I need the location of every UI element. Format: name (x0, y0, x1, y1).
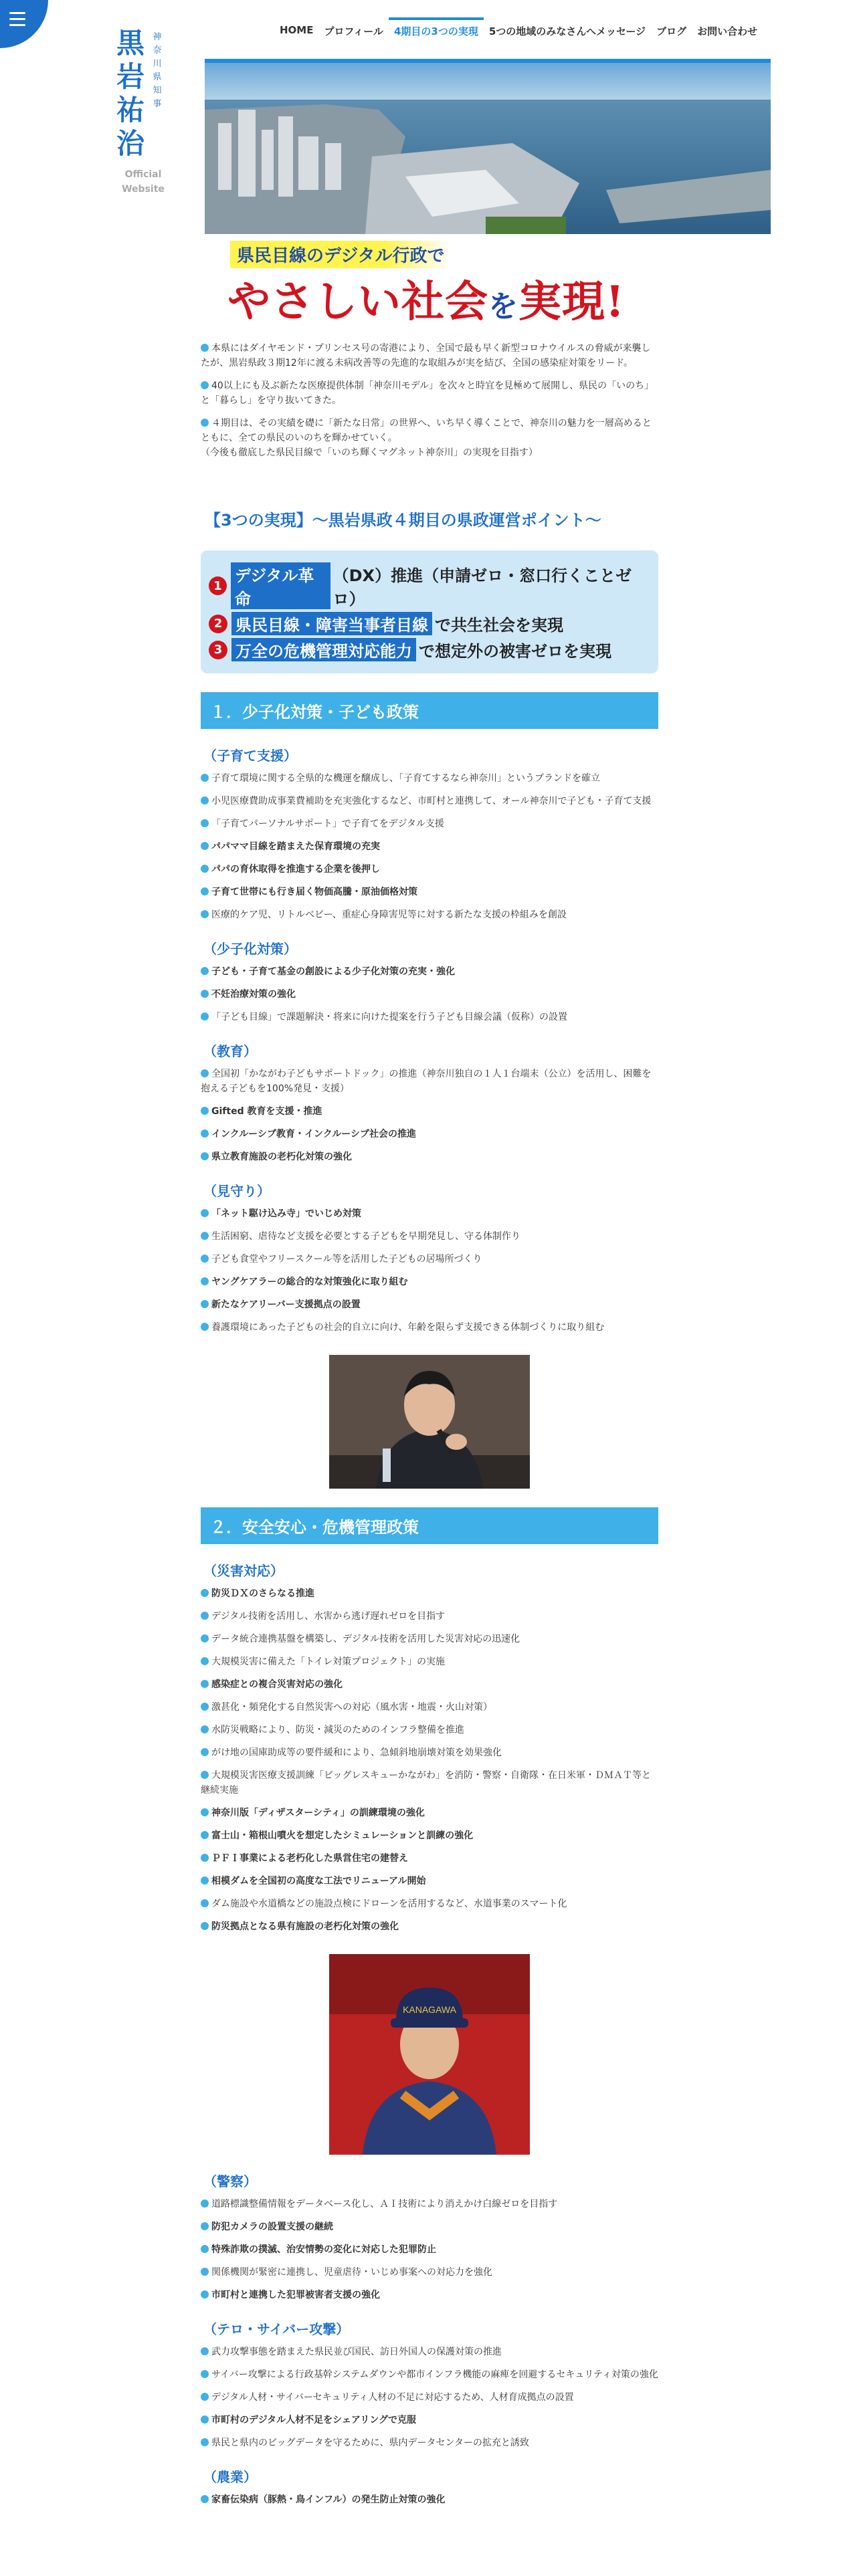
point-item (209, 638, 650, 661)
logo-name: 黒岩祐治 (116, 27, 145, 160)
policy-item (201, 964, 658, 979)
nav-three-realizations[interactable]: 4期目の3つの実現 (389, 17, 484, 42)
policy-text: 養護環境にあった子どもの社会的自立に向け、年齢を限らず支援できる体制づくりに取り組む (211, 1322, 605, 1333)
policy-item (201, 987, 658, 1002)
policy-text: 「子育てパーソナルサポート」で子育てをデジタル支援 (211, 819, 444, 829)
point-text: で共生社会を実現 (435, 616, 563, 635)
policy-item (201, 2367, 658, 2382)
policy-item (201, 1297, 658, 1312)
policy-item (201, 1677, 658, 1692)
bullet-icon (201, 1255, 209, 1263)
policy-text: 大規模災害医療支援訓練「ビッグレスキューかながわ」を消防・警察・自衛隊・在日米軍・ＤＭＡＴ等と継続実施 (201, 1770, 652, 1796)
policy-item (201, 1150, 658, 1164)
policy-text: 医療的ケア児、リトルベビー、重症心身障害児等に対する新たな支援の枠組みを創設 (211, 909, 567, 920)
policy-text: がけ地の国庫助成等の要件緩和により、急傾斜地崩壊対策を効果強化 (211, 1747, 502, 1758)
policy-text: 道路標識整備情報をデータベース化し、ＡＩ技術により消えかけ白線ゼロを目指す (211, 2199, 558, 2210)
bullet-icon (201, 1300, 209, 1308)
number-badge: 1 (209, 576, 227, 595)
policy-item (201, 1700, 658, 1715)
policy-text: 不妊治療対策の強化 (211, 989, 296, 1000)
policy-item (201, 1851, 658, 1866)
section-title-bar: １．少子化対策・子ども政策 (201, 692, 658, 729)
intro-paragraph (201, 341, 658, 370)
menu-toggle[interactable] (0, 0, 48, 48)
bullet-icon (201, 1771, 209, 1779)
bullet-icon (201, 1899, 209, 1907)
policy-item (201, 1632, 658, 1646)
bullet-icon (201, 1634, 209, 1642)
headline-big-c: 実現 (518, 277, 605, 327)
policy-text: 武力攻撃事態を踏まえた県民並び国民、訪日外国人の保護対策の推進 (211, 2347, 502, 2357)
policy-text: 激甚化・頻発化する自然災害への対応（風水害・地震・火山対策） (211, 1702, 492, 1713)
points-title: 【3つの実現】～黒岩県政４期目の県政運営ポイント～ (205, 511, 601, 530)
policy-item (201, 2265, 658, 2280)
number-badge: 3 (209, 641, 227, 659)
headline-small: 県民目線のデジタル行政で (230, 241, 451, 268)
section-title-bar: ２．安全安心・危機管理政策 (201, 1507, 658, 1544)
subsection-title: （教育） (203, 1043, 257, 1059)
policy-item (201, 2197, 658, 2212)
policy-item (201, 1010, 658, 1025)
policy-item (201, 1320, 658, 1335)
number-badge: 2 (209, 615, 227, 633)
policy-text: 相模ダムを全国初の高度な工法でリニューアル開始 (211, 1876, 426, 1887)
bullet-icon (201, 819, 209, 827)
bullet-icon (201, 796, 209, 804)
policy-text: 富士山・箱根山噴火を想定したシミュレーションと訓練の強化 (211, 1830, 474, 1841)
policy-text: 子ども食堂やフリースクール等を活用した子どもの居場所づくり (211, 1254, 482, 1265)
policy-item (201, 1206, 658, 1221)
intro-note: （今後も徹底した県民目線で「いのち輝くマグネット神奈川」の実現を目指す） (201, 447, 538, 458)
point-text: （DX）推進（申請ゼロ・窓口行くことゼロ） (332, 566, 632, 609)
bullet-icon (201, 1808, 209, 1816)
policy-list (201, 1586, 658, 1934)
subsection-title: （農業） (203, 2469, 257, 2485)
policy-text: 県立教育施設の老朽化対策の強化 (211, 1152, 352, 1162)
bullet-icon (201, 2416, 209, 2424)
subsection-title: （テロ・サイバー攻撃） (203, 2321, 350, 2337)
bullet-icon (201, 1612, 209, 1620)
main-content (201, 241, 658, 2515)
bullet-icon (201, 2393, 209, 2401)
policy-item (201, 1609, 658, 1624)
policy-text: 防災ＤＸのさらなる推進 (211, 1588, 314, 1599)
policy-item (201, 2436, 658, 2450)
policy-item (201, 771, 658, 786)
nav-contact[interactable]: お問い合わせ (697, 25, 758, 37)
subsection-title: （警察） (203, 2173, 257, 2189)
policy-text: データ統合連携基盤を構築し、デジタル技術を活用した災害対応の迅速化 (211, 1634, 520, 1644)
intro-text: ４期目は、その実績を礎に「新たな日常」の世界へ、いち早く導くことで、神奈川の魅力を一層高めるとともに、全ての県民のいのちを輝かせていく。 (201, 418, 652, 443)
subsection-title: （災害対応） (203, 1563, 284, 1579)
bullet-icon (201, 1323, 209, 1331)
policy-item (201, 1919, 658, 1934)
policy-item (201, 1104, 658, 1119)
headline-big-a: やさしい社会 (227, 277, 488, 327)
hero-image (205, 59, 771, 234)
policy-text: 小児医療費助成事業費補助を充実強化するなど、市町村と連携して、オール神奈川で子ども・子育て支援 (211, 796, 652, 807)
policy-item (201, 1067, 658, 1096)
hamburger-icon (9, 12, 25, 30)
bullet-icon (201, 419, 209, 427)
point-highlight: 県民目線・障害当事者目線 (231, 612, 432, 635)
policy-item (201, 1768, 658, 1798)
subsection-title: （見守り） (203, 1183, 270, 1199)
nav-regional-messages[interactable]: 5つの地域のみなさんへメッセージ (488, 25, 646, 37)
bullet-icon (201, 865, 209, 873)
bullet-icon (201, 842, 209, 850)
policy-text: インクルーシブ教育・インクルーシブ社会の推進 (211, 1129, 417, 1140)
headline (201, 241, 658, 341)
bullet-icon (201, 1107, 209, 1115)
policy-item (201, 817, 658, 831)
headline-big-d: ! (605, 277, 626, 327)
policy-text: 市町村のデジタル人材不足をシェアリングで克服 (211, 2415, 417, 2426)
policy-item (201, 907, 658, 922)
subsection-title: （子育て支援） (203, 748, 297, 764)
policy-list (201, 2345, 658, 2450)
intro-paragraph (201, 379, 658, 408)
point-text: で想定外の被害ゼロを実現 (419, 642, 611, 661)
policy-item (201, 2345, 658, 2359)
policy-text: 防災拠点となる県有施設の老朽化対策の強化 (211, 1921, 399, 1932)
policy-text: デジタル技術を活用し、水害から逃げ遅れゼロを目指す (211, 1611, 446, 1622)
policy-text: 家畜伝染病（豚熱・鳥インフル）の発生防止対策の強化 (211, 2494, 446, 2505)
policy-text: 子育て環境に関する全県的な機運を醸成し、「子育てするなら神奈川」というブランドを確立 (211, 773, 600, 784)
bullet-icon (201, 2495, 209, 2503)
policy-item (201, 1275, 658, 1289)
policy-text: パパママ目線を踏まえた保育環境の充実 (211, 841, 380, 852)
policy-text: 新たなケアリーバー支援拠点の設置 (211, 1299, 361, 1310)
nav-blog[interactable]: ブログ (656, 25, 687, 37)
policy-item (201, 2413, 658, 2428)
bullet-icon (201, 1069, 209, 1077)
policy-item (201, 839, 658, 854)
policy-text: 市町村と連携した犯罪被害者支援の強化 (211, 2290, 380, 2300)
bullet-icon (201, 2268, 209, 2276)
bullet-icon (201, 1725, 209, 1733)
policy-item (201, 1127, 658, 1142)
bullet-icon (201, 1152, 209, 1160)
policy-list (201, 771, 658, 922)
main-nav (274, 20, 763, 42)
logo-sub: Official Website (122, 169, 165, 195)
policy-text: 関係機関が緊密に連携し、児童虐待・いじめ事案への対応力を強化 (211, 2267, 492, 2278)
policy-list (201, 2492, 658, 2507)
bullet-icon (201, 774, 209, 782)
bullet-icon (201, 1130, 209, 1138)
bullet-icon (201, 344, 209, 352)
headline-big (227, 267, 625, 329)
policy-item (201, 862, 658, 877)
policy-text: 全国初「かながわ子どもサポートドック」の推進（神奈川独自の１人１台端末（公立）を活用し、困難を抱える子どもを100%発見・支援） (201, 1069, 652, 1094)
policy-item (201, 1229, 658, 1244)
policy-item (201, 1897, 658, 1911)
bullet-icon (201, 1680, 209, 1688)
policy-text: 「子ども目線」で課題解決・将来に向けた提案を行う子ども目線会議（仮称）の設置 (211, 1012, 567, 1023)
point-highlight: デジタル革命 (231, 562, 330, 609)
policy-item (201, 2220, 658, 2234)
policy-item (201, 2242, 658, 2257)
policy-list (201, 1067, 658, 1164)
bullet-icon (201, 1876, 209, 1885)
policy-list (201, 1206, 658, 1335)
policy-item (201, 794, 658, 809)
intro-text: 本県にはダイヤモンド・プリンセス号の寄港により、全国で最も早く新型コロナウイルスの脅威が来襲したが、黒岩県政３期12年に渡る未病改善等の先進的な取組みが実を結び、全国の感染症対策をリード。 (201, 343, 651, 368)
intro (201, 341, 658, 460)
policy-text: 大規模災害に備えた「トイレ対策プロジェクト」の実施 (211, 1656, 446, 1667)
logo-role: 神奈川県知事 (153, 32, 162, 109)
svg-text:KANAGAWA: KANAGAWA (403, 2004, 456, 2015)
policy-text: 特殊詐欺の撲滅、治安情勢の変化に対応した犯罪防止 (211, 2244, 436, 2255)
policy-item (201, 2288, 658, 2302)
policy-text: 生活困窮、虐待など支援を必要とする子どもを早期発見し、守る体制作り (211, 1231, 520, 1242)
policy-item (201, 2492, 658, 2507)
bullet-icon (201, 1703, 209, 1711)
bullet-icon (201, 1831, 209, 1839)
point-item (209, 562, 650, 609)
bullet-icon (201, 2370, 209, 2378)
point-item (209, 612, 650, 635)
policy-item (201, 1654, 658, 1669)
policy-text: 神奈川版「ディザスターシティ」の訓練環境の強化 (211, 1808, 425, 1818)
bullet-icon (201, 2199, 209, 2208)
bullet-icon (201, 1012, 209, 1021)
policy-item (201, 1806, 658, 1820)
policy-text: 子ども・子育て基金の創設による少子化対策の充実・強化 (211, 966, 455, 977)
headline-big-b: を (488, 290, 518, 324)
bullet-icon (201, 1277, 209, 1285)
subsection-title: （少子化対策） (203, 941, 297, 957)
policy-text: パパの育休取得を推進する企業を後押し (211, 864, 380, 875)
bullet-icon (201, 887, 209, 895)
photo-fire-cap (329, 1954, 530, 2155)
site-logo[interactable] (114, 27, 174, 195)
policy-text: 防犯カメラの設置支援の継続 (211, 2222, 333, 2232)
bullet-icon (201, 990, 209, 998)
policy-text: Gifted 教育を支援・推進 (211, 1106, 322, 1117)
bullet-icon (201, 2347, 209, 2355)
bullet-icon (201, 2222, 209, 2230)
bullet-icon (201, 1209, 209, 1217)
policy-text: ＰＦＩ事業による老朽化した県営住宅の建替え (211, 1853, 408, 1864)
policy-item (201, 1874, 658, 1889)
policy-text: ヤングケアラーの総合的な対策強化に取り組む (211, 1277, 408, 1287)
policy-item (201, 1828, 658, 1843)
policy-item (201, 1723, 658, 1737)
policy-item (201, 1252, 658, 1267)
policy-item (201, 1586, 658, 1601)
bullet-icon (201, 2438, 209, 2446)
policy-list (201, 2197, 658, 2302)
bullet-icon (201, 1748, 209, 1756)
point-highlight: 万全の危機管理対応能力 (231, 638, 416, 661)
bullet-icon (201, 381, 209, 389)
intro-paragraph (201, 416, 658, 445)
bullet-icon (201, 1232, 209, 1240)
photo-speaking (329, 1355, 530, 1489)
policy-item (201, 1745, 658, 1760)
bullet-icon (201, 1922, 209, 1930)
policy-text: ダム施設や水道橋などの施設点検にドローンを活用するなど、水道事業のスマート化 (211, 1899, 567, 1909)
nav-home[interactable]: HOME (280, 24, 314, 36)
bullet-icon (201, 1657, 209, 1665)
intro-text: 40以上にも及ぶ新たな医療提供体制「神奈川モデル」を次々と時宜を見極めて展開し、県民の「いのち」と「暮らし」を守り抜いてきた。 (201, 381, 654, 406)
nav-profile[interactable]: プロフィール (324, 25, 383, 37)
bullet-icon (201, 2245, 209, 2253)
policy-list (201, 964, 658, 1025)
policy-item (201, 2390, 658, 2405)
bullet-icon (201, 967, 209, 975)
policy-item (201, 885, 658, 899)
bullet-icon (201, 1854, 209, 1862)
points-box (201, 550, 658, 673)
policy-text: 子育て世帯にも行き届く物価高騰・原油価格対策 (211, 887, 417, 897)
policy-text: 「ネット駆け込み寺」でいじめ対策 (211, 1208, 361, 1219)
policy-text: サイバー攻撃による行政基幹システムダウンや都市インフラ機能の麻痺を回避するセキュリティ対策の強化 (211, 2369, 658, 2380)
policy-sections (201, 692, 658, 2507)
policy-text: 感染症との複合災害対応の強化 (211, 1679, 343, 1690)
bullet-icon (201, 1589, 209, 1597)
policy-text: 県民と県内のビッグデータを守るために、県内データセンターの拡充と誘致 (211, 2438, 529, 2448)
bullet-icon (201, 910, 209, 918)
policy-text: 水防災戦略により、防災・減災のためのインフラ整備を推進 (211, 1725, 464, 1735)
bullet-icon (201, 2290, 209, 2298)
policy-text: デジタル人材・サイバーセキュリティ人材の不足に対応するため、人材育成拠点の設置 (211, 2392, 574, 2403)
